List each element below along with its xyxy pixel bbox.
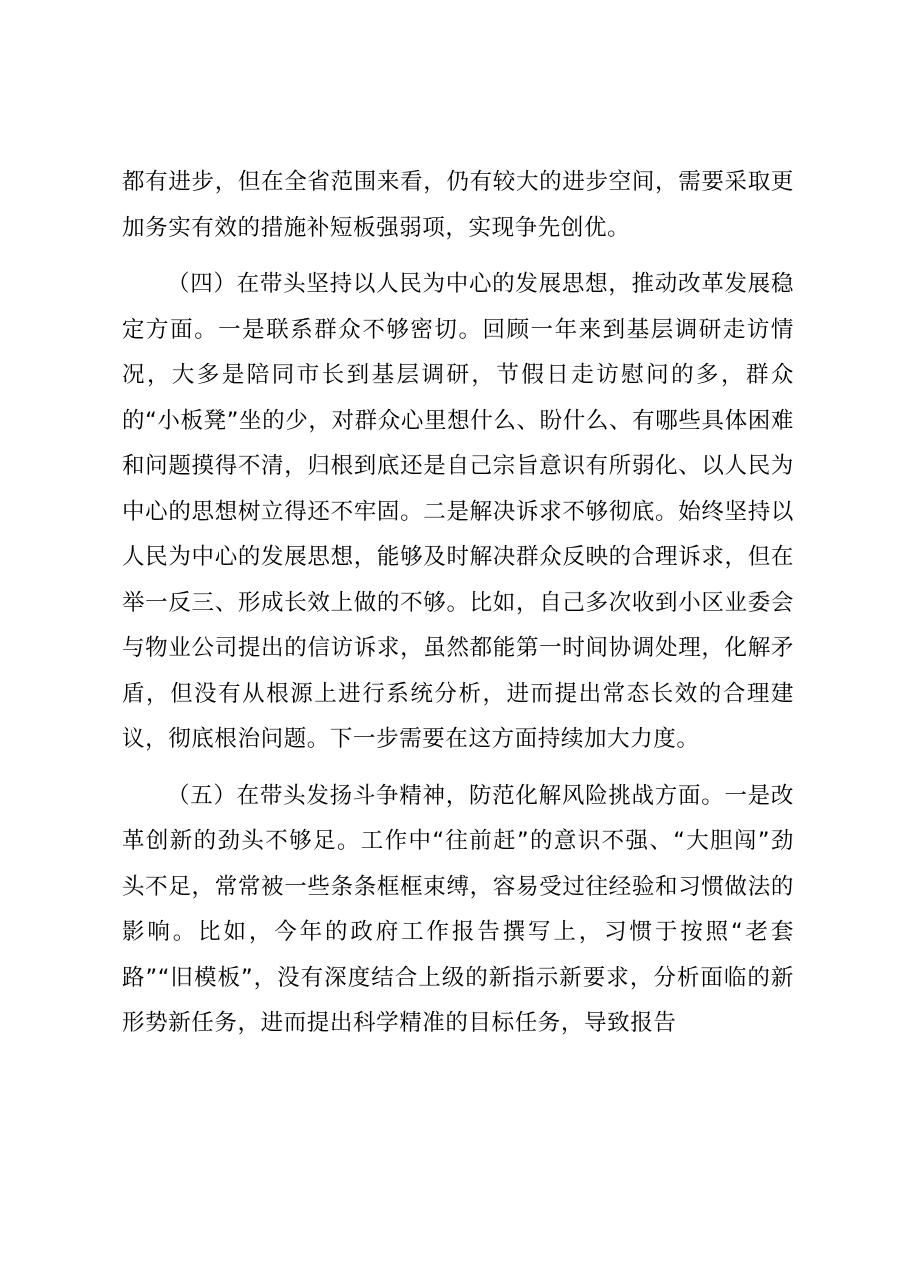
document-body bbox=[122, 160, 794, 1047]
paragraph-section-five: （五）在带头发扬斗争精神，防范化解风险挑战方面。一是改革创新的劲头不够足。工作中“往前赶”的意识不强、“大胆闯”劲头不足，常常被一些条条框框束缚，容易受过往经验和习惯做法的影响。比如，今年的政府工作报告撰写上，习惯于按照“老套路”“旧模板”，没有深度结合上级的新指示新要求，分析面临的新形势新任务，进而提出科学精准的目标任务，导致报告 bbox=[122, 782, 794, 1036]
paragraph-continued: 都有进步，但在全省范围来看，仍有较大的进步空间，需要采取更加务实有效的措施补短板强弱项，实现争先创优。 bbox=[122, 169, 794, 241]
paragraph-section-four: （四）在带头坚持以人民为中心的发展思想，推动改革发展稳定方面。一是联系群众不够密切。回顾一年来到基层调研走访情况，大多是陪同市长到基层调研，节假日走访慰问的多，群众的“小板凳”坐的少，对群众心里想什么、盼什么、有哪些具体困难和问题摸得不清，归根到底还是自己宗旨意识有所弱化、以人民为中心的思想树立得还不牢固。二是解决诉求不够彻底。始终坚持以人民为中心的发展思想，能够及时解决群众反映的合理诉求，但在举一反三、形成长效上做的不够。比如，自己多次收到小区业委会与物业公司提出的信访诉求，虽然都能第一时间协调处理，化解矛盾，但没有从根源上进行系统分析，进而提出常态长效的合理建议，彻底根治问题。下一步需要在这方面持续加大力度。 bbox=[122, 271, 794, 752]
